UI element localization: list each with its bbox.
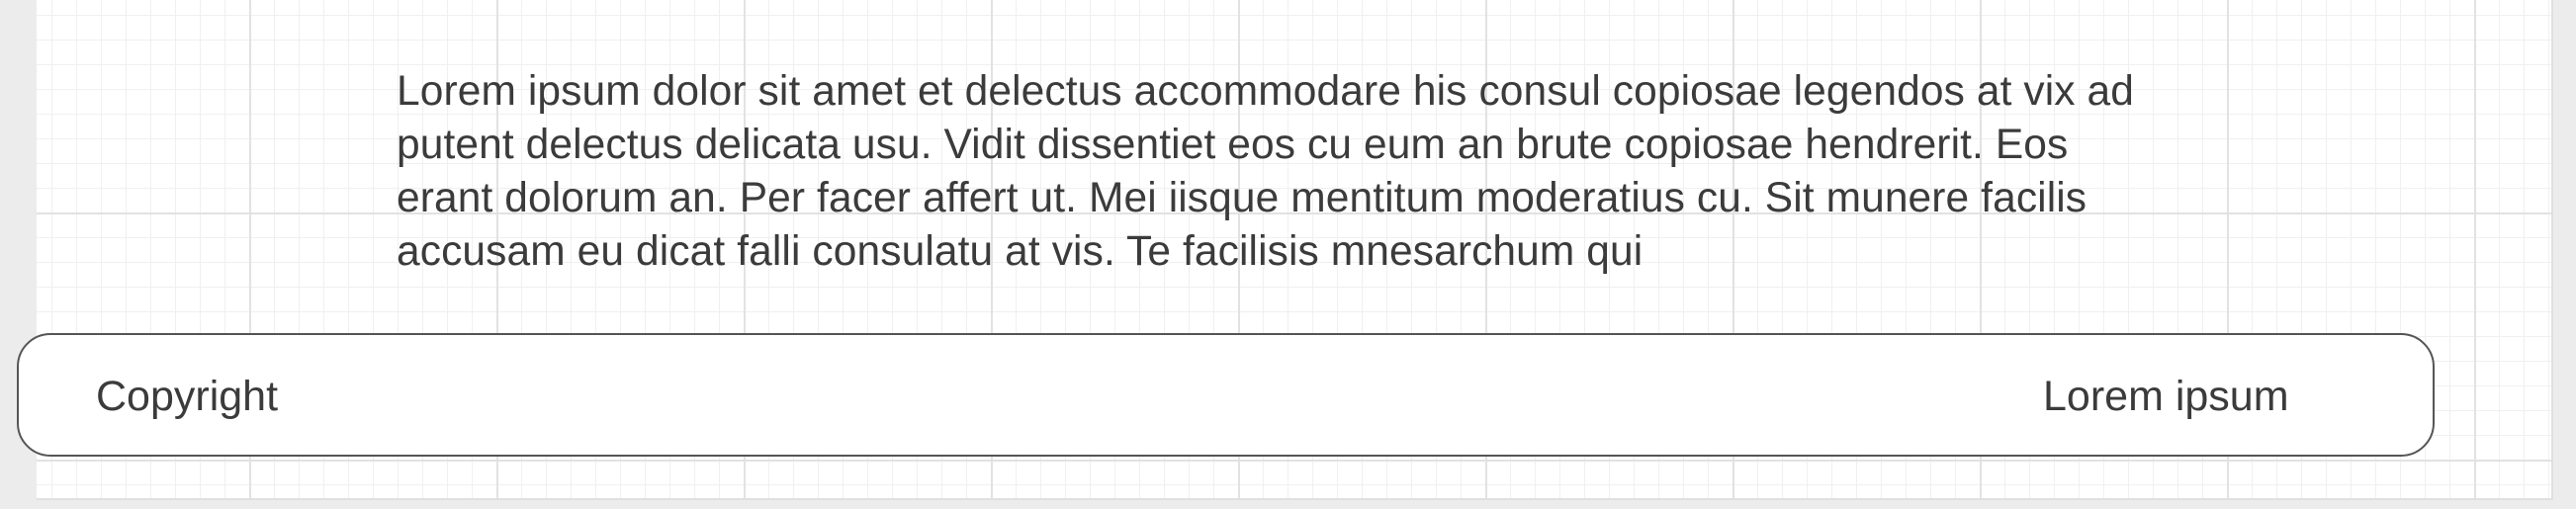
grid-canvas xyxy=(37,0,2553,500)
footer-link[interactable]: Lorem ipsum xyxy=(2043,373,2289,420)
body-paragraph: Lorem ipsum dolor sit amet et delectus accommodare his consul copiosae legendos at vix ad putent delectus delicata usu. Vidit dissentiet eos cu eum an brute copiosae hendrerit. Eos erant dolorum an. Per facer affert ut. Mei iisque mentitum moderatius cu. Sit munere facilis accusam eu dicat falli consulatu at vis. Te facilisis mnesarchum qui xyxy=(397,68,2135,275)
footer-bar xyxy=(17,333,2435,457)
footer-copyright-text: Copyright xyxy=(96,373,279,420)
